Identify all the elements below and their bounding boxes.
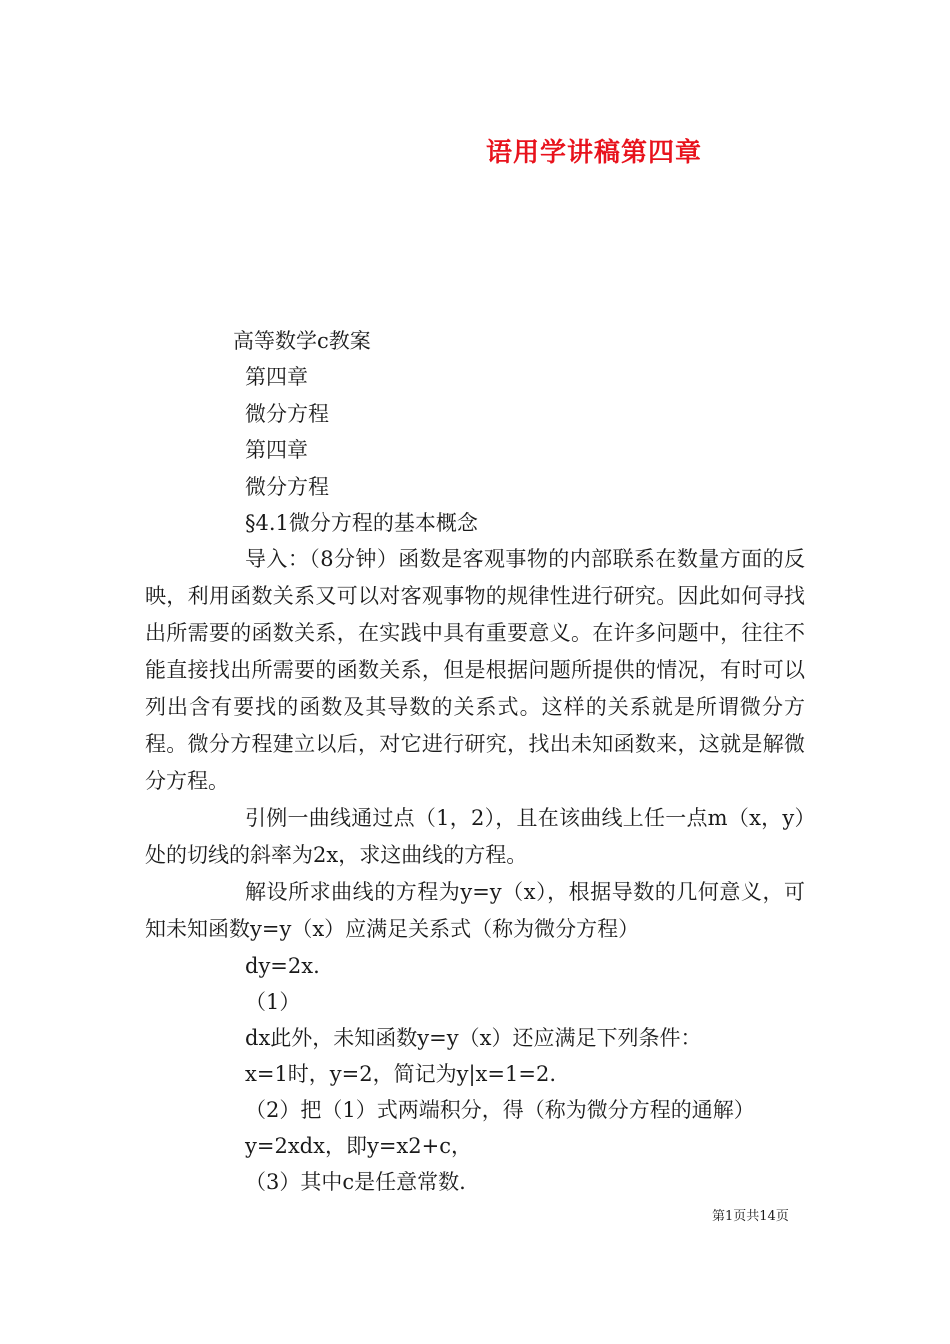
integration-step: （2）把（1）式两端积分，得（称为微分方程的通解） [245,1098,755,1122]
doc-subtitle: 高等数学c教案 [233,329,371,353]
solution-text: 解设所求曲线的方程为y=y（x），根据导数的几何意义，可知未知函数y=y（x）应满足关系式（称为微分方程） [145,880,805,941]
chapter-topic-repeat: 微分方程 [245,475,329,499]
intro-paragraph [145,541,805,800]
chapter-label-repeat: 第四章 [245,438,308,462]
example-text: 引例一曲线通过点（1，2），且在该曲线上任一点m（x，y）处的切线的斜率为2x，求这曲线的方程。 [145,806,805,867]
example-paragraph [145,800,805,874]
solution-paragraph [145,874,805,948]
general-solution: y=2xdx，即y=x2+c， [245,1134,472,1158]
chapter-topic: 微分方程 [245,402,329,426]
constant-note: （3）其中c是任意常数. [245,1170,466,1194]
equation-1: dy=2x. [245,954,320,978]
chapter-label: 第四章 [245,365,308,389]
section-heading: §4.1微分方程的基本概念 [245,511,478,535]
page-footer: 第1页共14页 [712,1209,789,1224]
page-title: 语用学讲稿第四章 [486,138,703,168]
initial-condition: x=1时，y=2，简记为y|x=1=2. [245,1062,556,1086]
equation-1-number: （1） [245,990,301,1014]
intro-text: 函数是客观事物的内部联系在数量方面的反映，利用函数关系又可以对客观事物的规律性进行研究。因此如何寻找出所需要的函数关系，在实践中具有重要意义。在许多问题中，往往不能直接找出所需要的函数关系，但是根据问题所提供的情况，有时可以列出含有要找的函数及其导数的关系式。这样的关系就是所谓微分方程。微分方程建立以后，对它进行研究，找出未知函数来，这就是解微分方程。 [145,547,805,793]
intro-label: 导入：（8分钟） [245,547,399,571]
equation-1-continued: dx此外，未知函数y=y（x）还应满足下列条件： [245,1026,702,1050]
